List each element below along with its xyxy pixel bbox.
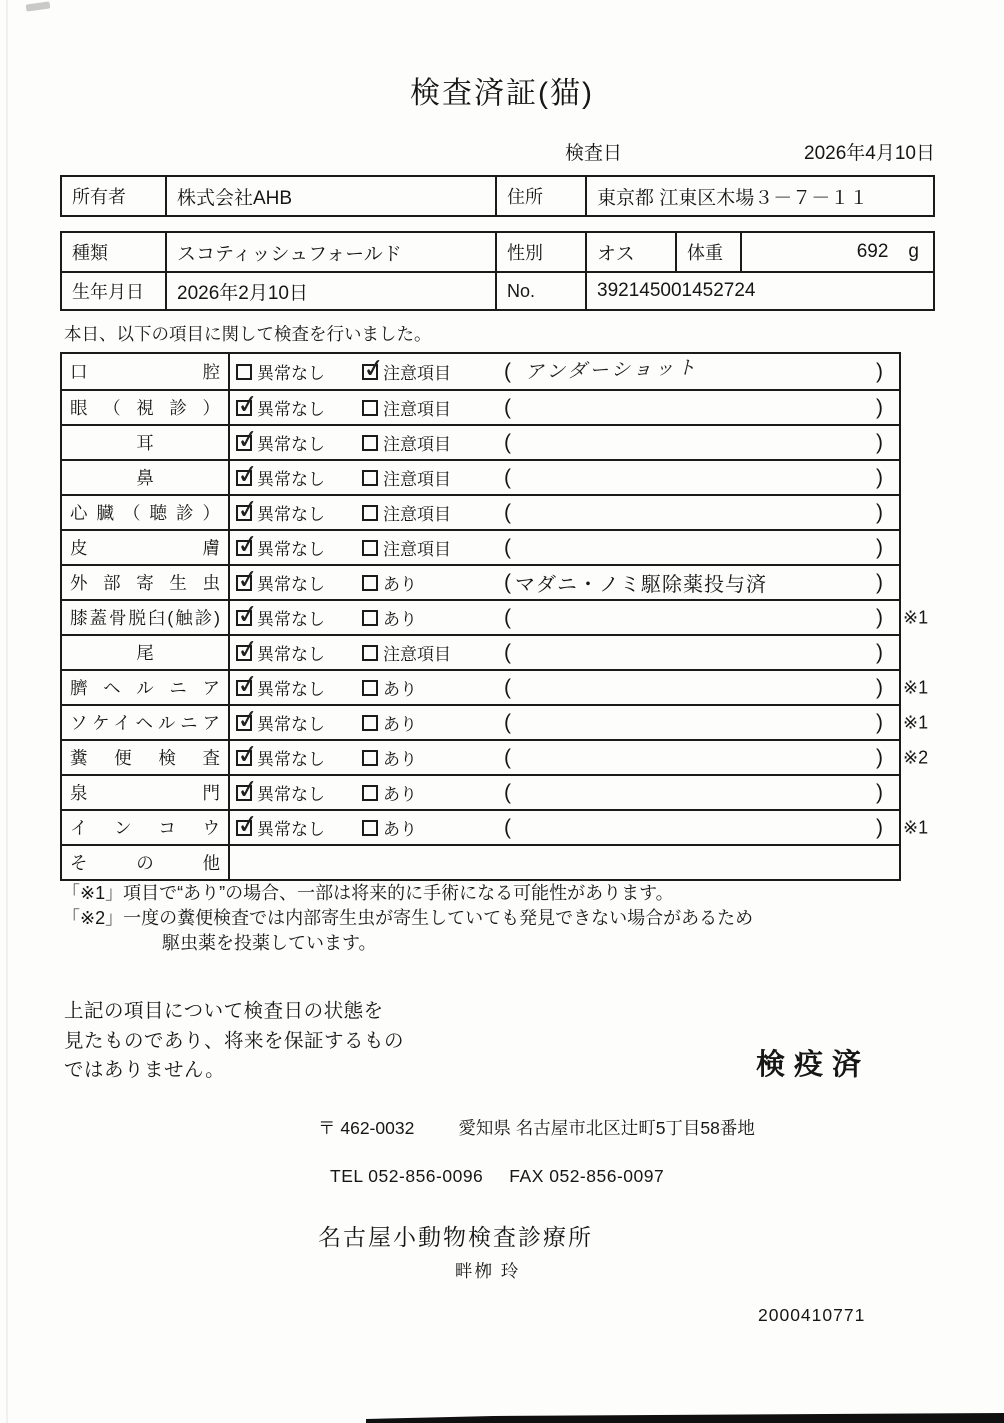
option-label: 異常なし bbox=[257, 785, 325, 804]
table-row bbox=[62, 177, 933, 215]
checkbox bbox=[362, 575, 378, 591]
remarks-cell bbox=[492, 426, 899, 459]
check-mark: ✓ bbox=[235, 422, 261, 455]
checkbox bbox=[235, 527, 261, 560]
option-attention bbox=[362, 430, 451, 455]
note-text: マダニ・ノミ駆除薬投与済 bbox=[515, 574, 767, 596]
disclaimer-line: 見たものであり、将来を保証するもの bbox=[64, 1029, 405, 1052]
checkbox bbox=[362, 820, 378, 836]
checkbox bbox=[362, 645, 378, 661]
paren-close: ) bbox=[876, 570, 883, 594]
option-no-abnormality bbox=[235, 597, 362, 630]
option-label: 異常なし bbox=[257, 575, 325, 594]
checkbox bbox=[235, 492, 261, 525]
options-cell bbox=[230, 387, 492, 420]
checkbox bbox=[235, 737, 261, 770]
checkbox bbox=[362, 400, 378, 416]
options-cell bbox=[230, 562, 492, 595]
checkbox bbox=[235, 457, 261, 490]
disclaimer-line: 上記の項目について検査日の状態を bbox=[64, 1000, 384, 1023]
item-cell bbox=[62, 776, 230, 809]
paren-open: ( bbox=[504, 535, 511, 559]
option-label: あり bbox=[383, 785, 417, 804]
remarks-cell bbox=[492, 671, 899, 704]
footnote-mark: ※1 bbox=[903, 607, 929, 627]
item-cell bbox=[62, 601, 230, 634]
option-label: 注意項目 bbox=[383, 400, 451, 419]
weight-value: 692 bbox=[856, 241, 889, 262]
footnote-mark: ※2 bbox=[903, 747, 929, 767]
inspection-row bbox=[62, 494, 899, 529]
item-label: 泉門 bbox=[70, 783, 220, 803]
check-mark: ✓ bbox=[235, 632, 261, 665]
pet-table bbox=[60, 231, 935, 311]
option-label: 異常なし bbox=[257, 470, 325, 489]
check-mark: ✓ bbox=[235, 702, 261, 735]
option-no-abnormality bbox=[235, 457, 362, 490]
option-label: 注意項目 bbox=[383, 505, 451, 524]
option-no-abnormality bbox=[235, 387, 362, 420]
footnote-mark: ※1 bbox=[903, 712, 929, 732]
checkbox bbox=[235, 807, 261, 840]
item-label: 臍ヘルニア bbox=[70, 678, 220, 698]
paren-open: ( bbox=[504, 359, 511, 383]
paren-close: ) bbox=[876, 710, 883, 734]
disclaimer-line: ではありません。 bbox=[64, 1058, 226, 1081]
option-attention bbox=[362, 605, 417, 630]
option-label: あり bbox=[383, 715, 417, 734]
weight-label: 体重 bbox=[677, 233, 742, 271]
inspection-row bbox=[62, 389, 899, 424]
disclaimer-text bbox=[64, 997, 404, 1085]
paren-close: ) bbox=[876, 780, 883, 804]
owner-table bbox=[60, 175, 935, 217]
disclaimer-row bbox=[64, 997, 870, 1085]
options-cell bbox=[230, 492, 492, 525]
owner-value: 株式会社AHB bbox=[167, 177, 497, 215]
remarks-cell bbox=[492, 741, 899, 774]
note-text: アンダーショット bbox=[524, 357, 699, 384]
checkbox bbox=[362, 750, 378, 766]
paren-close: ) bbox=[876, 605, 883, 629]
remarks-cell bbox=[492, 706, 899, 739]
option-attention bbox=[362, 395, 451, 420]
inspection-row bbox=[62, 807, 929, 844]
option-label: あり bbox=[383, 610, 417, 629]
inspection-table bbox=[60, 351, 929, 881]
item-cell bbox=[62, 391, 230, 424]
options-cell bbox=[230, 422, 492, 455]
option-no-abnormality bbox=[235, 737, 362, 770]
clinic-postal-address bbox=[318, 1115, 1004, 1140]
scan-bottom-artifact bbox=[366, 1413, 1004, 1423]
option-label: 異常なし bbox=[257, 610, 325, 629]
paren-open: ( bbox=[504, 815, 511, 839]
birthdate-label: 生年月日 bbox=[62, 273, 167, 309]
inspection-row bbox=[62, 634, 899, 669]
option-label: 異常なし bbox=[257, 645, 325, 664]
options-cell bbox=[230, 457, 492, 490]
remarks-cell bbox=[492, 636, 899, 669]
paren-open: ( bbox=[504, 570, 511, 594]
paren-close: ) bbox=[876, 359, 883, 383]
option-label: 注意項目 bbox=[383, 470, 451, 489]
option-label: 異常なし bbox=[257, 435, 325, 454]
footnote-mark: ※1 bbox=[903, 817, 929, 837]
paren-open: ( bbox=[504, 675, 511, 699]
check-mark: ✓ bbox=[235, 667, 261, 700]
item-cell bbox=[62, 671, 230, 704]
options-cell bbox=[230, 702, 492, 735]
option-label: あり bbox=[383, 820, 417, 839]
option-no-abnormality bbox=[235, 632, 362, 665]
paren-open: ( bbox=[504, 465, 511, 489]
checkbox bbox=[236, 364, 252, 380]
option-label: 注意項目 bbox=[383, 364, 451, 383]
item-label: ソケイヘルニア bbox=[70, 713, 220, 733]
option-label: 異常なし bbox=[257, 400, 325, 419]
option-label: 注意項目 bbox=[383, 435, 451, 454]
option-attention bbox=[362, 675, 417, 700]
inspection-row bbox=[62, 844, 899, 879]
option-label: 異常なし bbox=[257, 364, 325, 383]
item-cell bbox=[62, 811, 230, 844]
paren-close: ) bbox=[876, 640, 883, 664]
item-label: その他 bbox=[70, 853, 220, 873]
item-label: 口腔 bbox=[70, 362, 220, 382]
item-cell bbox=[62, 531, 230, 564]
sex-value: オス bbox=[587, 233, 677, 271]
paren-close: ) bbox=[876, 535, 883, 559]
item-label: 鼻 bbox=[136, 468, 154, 488]
option-no-abnormality bbox=[235, 527, 362, 560]
clinic-address: 愛知県 名古屋市北区辻町5丁目58番地 bbox=[458, 1118, 755, 1139]
paren-close: ) bbox=[876, 675, 883, 699]
options-cell bbox=[230, 737, 492, 770]
option-label: 異常なし bbox=[257, 680, 325, 699]
option-no-abnormality bbox=[235, 667, 362, 700]
footnote-1: 「※1」項目で“あり”の場合、一部は将来的に手術になる可能性があります。 bbox=[62, 883, 674, 903]
birthdate-value: 2026年2月10日 bbox=[167, 273, 497, 309]
options-cell bbox=[230, 597, 492, 630]
inspection-row bbox=[62, 424, 899, 459]
footnote-2: 「※2」一度の糞便検査では内部寄生虫が寄生していても発見できない場合があるため bbox=[62, 907, 754, 928]
remarks-cell bbox=[492, 846, 899, 879]
inspection-row bbox=[62, 667, 929, 704]
check-mark: ✓ bbox=[235, 457, 261, 490]
checkbox bbox=[362, 610, 378, 626]
postal-code: 〒 462-0032 bbox=[318, 1118, 415, 1139]
item-label: 膝蓋骨脱臼(触診) bbox=[70, 608, 220, 628]
checkbox bbox=[362, 540, 378, 556]
option-label: あり bbox=[383, 680, 417, 699]
inspection-row bbox=[62, 702, 929, 739]
option-no-abnormality bbox=[235, 807, 362, 840]
checkbox bbox=[362, 435, 378, 451]
clinic-phone-row bbox=[330, 1166, 1004, 1187]
breed-value: スコティッシュフォールド bbox=[167, 233, 497, 271]
options-cell bbox=[230, 527, 492, 560]
item-cell bbox=[62, 846, 230, 879]
item-label: 皮膚 bbox=[70, 538, 220, 558]
option-attention bbox=[362, 465, 451, 490]
paren-open: ( bbox=[504, 640, 511, 664]
paren-close: ) bbox=[876, 745, 883, 769]
options-cell bbox=[230, 351, 492, 384]
options-cell bbox=[230, 807, 492, 840]
remarks-cell bbox=[492, 496, 899, 529]
footnote-mark: ※1 bbox=[903, 677, 929, 697]
item-label: 耳 bbox=[136, 433, 154, 453]
fax-number: FAX 052-856-0097 bbox=[509, 1166, 665, 1187]
option-no-abnormality bbox=[236, 359, 362, 384]
inspection-row bbox=[62, 529, 899, 564]
paren-close: ) bbox=[876, 500, 883, 524]
remarks-cell bbox=[492, 566, 899, 599]
number-label: No. bbox=[497, 273, 587, 309]
checkbox bbox=[362, 715, 378, 731]
remarks-cell bbox=[492, 601, 899, 634]
tel-number: TEL 052-856-0096 bbox=[330, 1166, 484, 1187]
item-cell bbox=[62, 706, 230, 739]
paren-open: ( bbox=[504, 395, 511, 419]
weight-unit: g bbox=[908, 241, 919, 262]
footnote-3: 駆虫薬を投薬しています。 bbox=[162, 932, 377, 953]
inspection-row bbox=[62, 774, 899, 809]
option-attention bbox=[362, 710, 417, 735]
checkbox bbox=[362, 785, 378, 801]
check-mark: ✓ bbox=[235, 562, 261, 595]
option-attention bbox=[362, 500, 451, 525]
inspection-row bbox=[62, 597, 929, 634]
option-label: あり bbox=[383, 575, 417, 594]
option-attention bbox=[362, 780, 417, 805]
option-no-abnormality bbox=[235, 562, 362, 595]
paren-close: ) bbox=[876, 430, 883, 454]
remarks-cell bbox=[492, 811, 899, 844]
option-no-abnormality bbox=[235, 702, 362, 735]
option-attention bbox=[362, 640, 451, 665]
serial-number: 2000410771 bbox=[758, 1305, 866, 1326]
quarantine-stamp: 検疫済 bbox=[755, 1049, 870, 1082]
option-label: 注意項目 bbox=[383, 645, 451, 664]
option-no-abnormality bbox=[235, 422, 362, 455]
inspection-date-label: 検査日 bbox=[565, 143, 623, 164]
option-attention bbox=[362, 570, 417, 595]
check-mark: ✓ bbox=[235, 807, 261, 840]
item-label: 糞便検査 bbox=[70, 748, 220, 768]
paren-open: ( bbox=[504, 710, 511, 734]
option-attention bbox=[361, 351, 451, 384]
address-label: 住所 bbox=[497, 177, 587, 215]
table-row bbox=[62, 233, 933, 271]
paren-open: ( bbox=[504, 500, 511, 524]
remarks-cell bbox=[492, 391, 899, 424]
options-cell bbox=[230, 772, 492, 805]
checkbox bbox=[235, 702, 261, 735]
option-attention bbox=[362, 815, 417, 840]
document-title: 検査済証(猫) bbox=[410, 77, 594, 110]
paren-close: ) bbox=[876, 815, 883, 839]
check-mark: ✓ bbox=[235, 387, 261, 420]
checkbox bbox=[235, 772, 261, 805]
check-mark: ✓ bbox=[235, 492, 261, 525]
item-cell bbox=[62, 426, 230, 459]
owner-label: 所有者 bbox=[62, 177, 167, 215]
option-label: 異常なし bbox=[257, 505, 325, 524]
item-cell bbox=[62, 566, 230, 599]
checkbox bbox=[235, 597, 261, 630]
remarks-cell bbox=[492, 354, 899, 389]
table-row bbox=[62, 271, 933, 309]
paren-open: ( bbox=[504, 780, 511, 804]
scan-edge-artifact bbox=[6, 0, 8, 1423]
item-label: 外部寄生虫 bbox=[70, 573, 220, 593]
breed-label: 種類 bbox=[62, 233, 167, 271]
inspection-row bbox=[62, 564, 899, 599]
remarks-cell bbox=[492, 461, 899, 494]
item-label: 尾 bbox=[136, 643, 154, 663]
option-no-abnormality bbox=[235, 772, 362, 805]
item-label: インコウ bbox=[70, 818, 220, 838]
remarks-cell bbox=[492, 776, 899, 809]
checkbox bbox=[361, 351, 387, 384]
option-label: 異常なし bbox=[257, 750, 325, 769]
check-mark: ✓ bbox=[361, 351, 387, 384]
paren-close: ) bbox=[876, 465, 883, 489]
item-cell bbox=[62, 636, 230, 669]
remarks-cell bbox=[492, 531, 899, 564]
option-label: 注意項目 bbox=[383, 540, 451, 559]
checkbox bbox=[235, 387, 261, 420]
checkbox bbox=[235, 562, 261, 595]
item-cell bbox=[62, 461, 230, 494]
inspection-date-row bbox=[60, 138, 935, 165]
options-cell bbox=[230, 632, 492, 665]
clinic-name: 名古屋小動物検査診療所 bbox=[318, 1224, 593, 1251]
options-cell bbox=[230, 667, 492, 700]
check-mark: ✓ bbox=[235, 737, 261, 770]
checkbox bbox=[362, 680, 378, 696]
inspection-row bbox=[62, 737, 929, 774]
inspection-date-value: 2026年4月10日 bbox=[804, 143, 935, 164]
item-label: 心臓（聴診） bbox=[70, 503, 220, 523]
option-label: 異常なし bbox=[257, 715, 325, 734]
checkbox bbox=[235, 667, 261, 700]
checkbox bbox=[235, 632, 261, 665]
option-label: 異常なし bbox=[257, 540, 325, 559]
sex-label: 性別 bbox=[497, 233, 587, 271]
paren-open: ( bbox=[504, 745, 511, 769]
inspection-row bbox=[62, 459, 899, 494]
checkbox bbox=[362, 470, 378, 486]
address-value: 東京都 江東区木場３－７－１１ bbox=[597, 187, 869, 209]
check-mark: ✓ bbox=[235, 527, 261, 560]
checkbox bbox=[362, 505, 378, 521]
option-label: あり bbox=[383, 750, 417, 769]
check-mark: ✓ bbox=[235, 597, 261, 630]
option-attention bbox=[362, 745, 417, 770]
check-mark: ✓ bbox=[235, 772, 261, 805]
paren-close: ) bbox=[876, 395, 883, 419]
paren-open: ( bbox=[504, 605, 511, 629]
option-no-abnormality bbox=[235, 492, 362, 525]
veterinarian-name: 畔栁 玲 bbox=[455, 1261, 521, 1282]
option-label: 異常なし bbox=[257, 820, 325, 839]
inspection-row bbox=[62, 351, 899, 389]
number-value: 392145001452724 bbox=[597, 280, 756, 301]
item-label: 眼（視診） bbox=[70, 398, 220, 418]
item-cell bbox=[62, 496, 230, 529]
paren-open: ( bbox=[504, 430, 511, 454]
intro-text: 本日、以下の項目に関して検査を行いました。 bbox=[64, 324, 432, 344]
option-attention bbox=[362, 535, 451, 560]
item-cell bbox=[62, 741, 230, 774]
checkbox bbox=[235, 422, 261, 455]
weight-cell bbox=[742, 233, 933, 271]
item-cell bbox=[62, 354, 230, 389]
